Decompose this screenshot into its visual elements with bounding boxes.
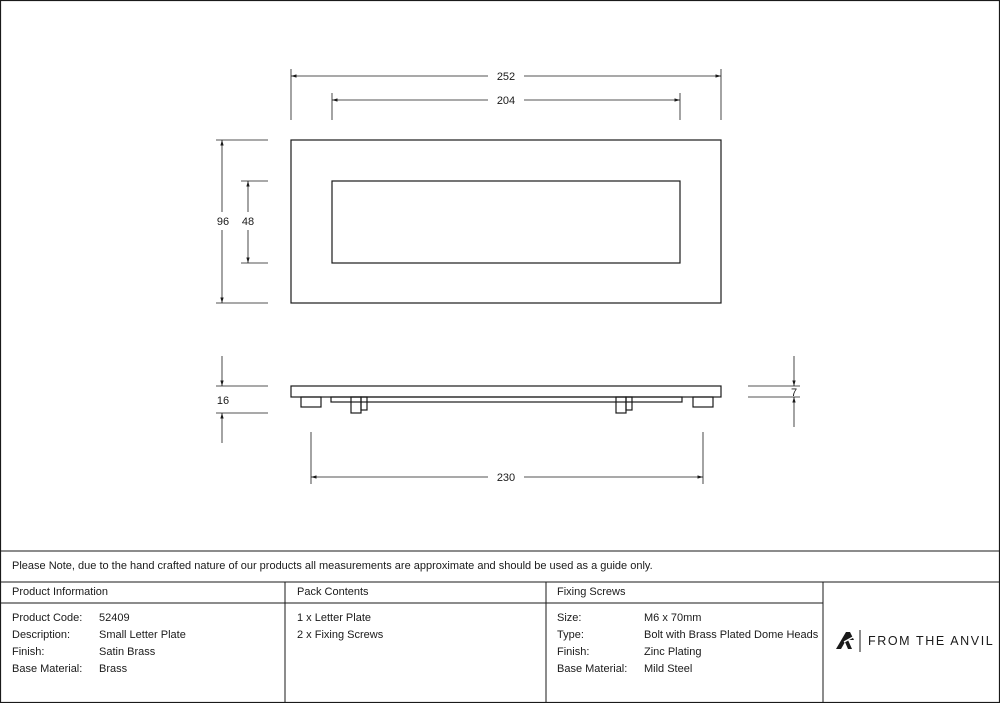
label-fixing-centres: 230	[496, 472, 516, 484]
side-view-dimensions	[216, 356, 800, 484]
label-overall-height: 96	[216, 216, 230, 228]
brand-name: FROM THE ANVIL	[868, 634, 995, 648]
top-view-dimensions	[216, 69, 721, 303]
label-plate-thickness: 7	[790, 387, 798, 399]
fixing-screws-value: Bolt with Brass Plated Dome Heads	[644, 629, 819, 641]
anvil-logo-icon	[836, 630, 860, 652]
fixing-screws-label: Finish:	[557, 646, 590, 658]
letter-plate-aperture	[332, 181, 680, 263]
label-aperture-width: 204	[496, 95, 516, 107]
label-overall-width: 252	[496, 71, 516, 83]
fixing-screws-value: Mild Steel	[644, 663, 693, 675]
top-view	[291, 140, 721, 303]
measurement-note: Please Note, due to the hand crafted nature of our products all measurements are approximate and should be used as a guide only.	[12, 560, 653, 572]
fixing-screws-label: Type:	[557, 629, 584, 641]
side-foot-left	[301, 397, 321, 407]
product-info-label: Base Material:	[12, 663, 83, 675]
side-view	[291, 386, 721, 413]
product-info-value: Small Letter Plate	[99, 629, 186, 641]
side-foot-right	[693, 397, 713, 407]
fixing-screws-heading: Fixing Screws	[557, 586, 626, 598]
side-stud-left-inner	[361, 397, 367, 410]
product-info-value: Brass	[99, 663, 128, 675]
fixing-screws-label: Base Material:	[557, 663, 628, 675]
side-flap-bar	[331, 397, 682, 402]
side-stud-left	[351, 397, 361, 413]
side-stud-right-inner	[626, 397, 632, 410]
product-information-heading: Product Information	[12, 586, 108, 598]
product-info-label: Description:	[12, 629, 71, 641]
fixing-screws-label: Size:	[557, 612, 582, 624]
pack-contents-item: 2 x Fixing Screws	[297, 629, 384, 641]
product-info-value: Satin Brass	[99, 646, 156, 658]
title-block-grid	[0, 551, 1000, 703]
label-aperture-height: 48	[241, 216, 255, 228]
fixing-screws-value: M6 x 70mm	[644, 612, 702, 624]
product-info-label: Finish:	[12, 646, 45, 658]
fixing-screws-value: Zinc Plating	[644, 646, 702, 658]
pack-contents-heading: Pack Contents	[297, 586, 369, 598]
label-overall-depth: 16	[216, 395, 230, 407]
side-plate-profile	[291, 386, 721, 397]
side-stud-right	[616, 397, 626, 413]
product-info-label: Product Code:	[12, 612, 83, 624]
pack-contents-item: 1 x Letter Plate	[297, 612, 371, 624]
letter-plate-outline	[291, 140, 721, 303]
product-info-value: 52409	[99, 612, 130, 624]
